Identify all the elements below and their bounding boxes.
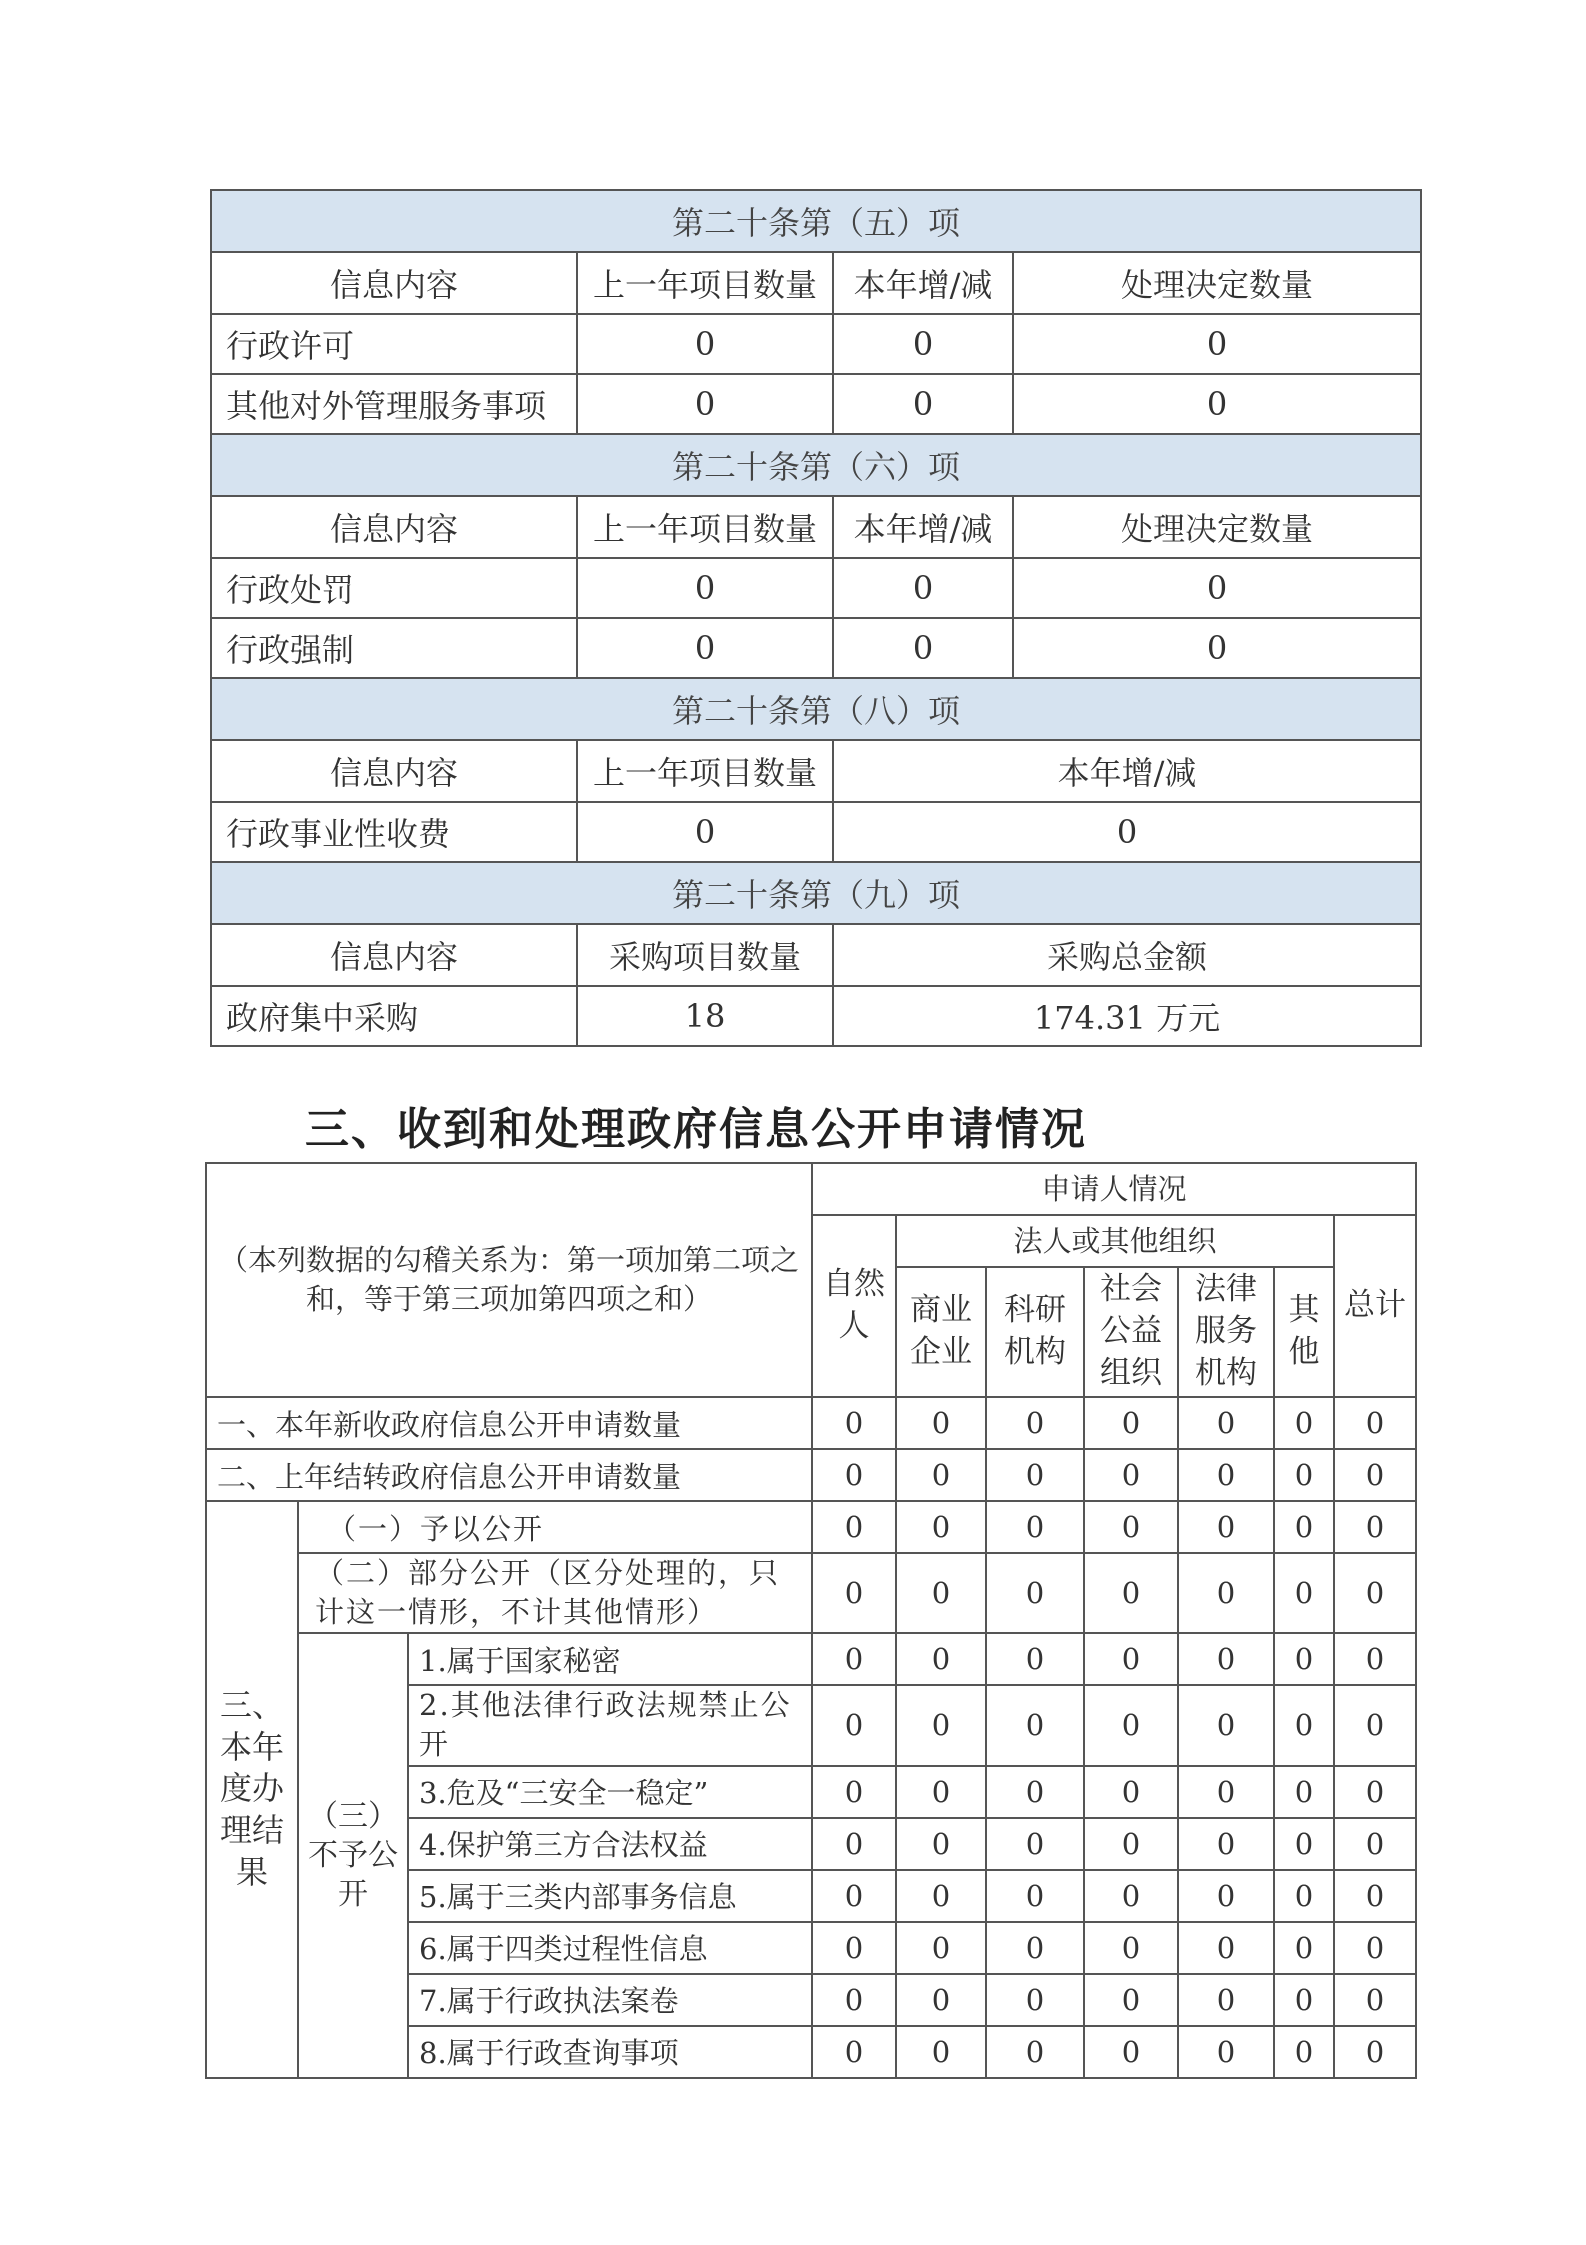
cell-value: 0 (577, 374, 833, 434)
cell-value: 0 (1084, 1553, 1178, 1633)
cell-value: 0 (986, 1501, 1084, 1553)
cell-value: 0 (1274, 1922, 1334, 1974)
cell-value: 0 (1274, 1633, 1334, 1685)
cell-value: 0 (1178, 1766, 1274, 1818)
column-header: 上一年项目数量 (577, 740, 833, 802)
item-label: 8.属于行政查询事项 (408, 2026, 812, 2078)
column-header: 信息内容 (211, 740, 577, 802)
section-title: 第二十条第（六）项 (211, 434, 1421, 496)
column-header: 采购总金额 (833, 924, 1421, 986)
cell-value: 0 (1178, 1870, 1274, 1922)
cell-value: 0 (1274, 1870, 1334, 1922)
cell-value: 0 (986, 1449, 1084, 1501)
column-header: 处理决定数量 (1013, 252, 1421, 314)
cell-value: 0 (1274, 1501, 1334, 1553)
cell-value: 0 (1334, 1501, 1416, 1553)
cell-value: 0 (1084, 1501, 1178, 1553)
item-label: 5.属于三类内部事务信息 (408, 1870, 812, 1922)
cell-value: 0 (812, 1685, 896, 1765)
cell-value: 0 (986, 1974, 1084, 2026)
cell-value: 0 (833, 802, 1421, 862)
cell-value: 0 (812, 1449, 896, 1501)
cell-value: 0 (986, 2026, 1084, 2078)
row-label: 行政处罚 (211, 558, 577, 618)
org-column-header: 社会公益组织 (1084, 1267, 1178, 1397)
cell-value: 0 (986, 1818, 1084, 1870)
cell-value: 0 (1334, 2026, 1416, 2078)
cell-value: 0 (812, 2026, 896, 2078)
cell-value: 0 (1178, 1818, 1274, 1870)
cell-value: 0 (1334, 1553, 1416, 1633)
disclosure-table (210, 189, 1422, 1047)
cell-value: 0 (812, 1818, 896, 1870)
cell-value: 0 (812, 1633, 896, 1685)
cell-value: 0 (896, 1553, 986, 1633)
cell-value: 0 (986, 1870, 1084, 1922)
cell-value: 0 (1274, 1449, 1334, 1501)
cell-value: 0 (1178, 1922, 1274, 1974)
total-header: 总计 (1334, 1215, 1416, 1397)
column-header: 信息内容 (211, 252, 577, 314)
cell-value: 0 (1084, 1818, 1178, 1870)
cell-value: 0 (986, 1685, 1084, 1765)
cell-value: 0 (986, 1633, 1084, 1685)
cell-value: 0 (896, 1818, 986, 1870)
cell-value: 0 (833, 558, 1013, 618)
cell-value: 0 (1334, 1922, 1416, 1974)
column-header: 处理决定数量 (1013, 496, 1421, 558)
cell-value: 0 (1274, 2026, 1334, 2078)
cell-value: 0 (1084, 1766, 1178, 1818)
cell-value: 0 (986, 1553, 1084, 1633)
cell-value: 0 (1178, 1501, 1274, 1553)
item-label: 6.属于四类过程性信息 (408, 1922, 812, 1974)
cell-value: 0 (812, 1922, 896, 1974)
row-label: 一、本年新收政府信息公开申请数量 (206, 1397, 812, 1449)
relation-note: （本列数据的勾稽关系为：第一项加第二项之和，等于第三项加第四项之和） (206, 1163, 812, 1397)
cell-value: 0 (896, 1685, 986, 1765)
cell-value: 0 (896, 1922, 986, 1974)
item-label: 3.危及“三安全一稳定” (408, 1766, 812, 1818)
sub-label: （三）不予公开 (298, 1633, 408, 2077)
cell-value: 0 (896, 1974, 986, 2026)
cell-value: 0 (1084, 1922, 1178, 1974)
cell-value: 0 (833, 618, 1013, 678)
cell-value: 0 (1334, 1633, 1416, 1685)
cell-value: 0 (1084, 1974, 1178, 2026)
cell-value: 0 (986, 1922, 1084, 1974)
item-label: 4.保护第三方合法权益 (408, 1818, 812, 1870)
row-label: 行政强制 (211, 618, 577, 678)
cell-value: 0 (1084, 2026, 1178, 2078)
cell-value: 18 (577, 986, 833, 1046)
column-header: 本年增/减 (833, 740, 1421, 802)
cell-value: 0 (1178, 1553, 1274, 1633)
column-header: 信息内容 (211, 496, 577, 558)
group-label: 三、本年度办理结果 (206, 1501, 298, 2078)
cell-value: 0 (833, 314, 1013, 374)
cell-value: 0 (577, 618, 833, 678)
applicant-header: 申请人情况 (812, 1163, 1416, 1215)
cell-value: 0 (833, 374, 1013, 434)
cell-value: 0 (986, 1766, 1084, 1818)
cell-value: 0 (1013, 314, 1421, 374)
cell-value: 0 (1334, 1974, 1416, 2026)
cell-value: 0 (896, 1870, 986, 1922)
cell-value: 0 (1334, 1397, 1416, 1449)
cell-value: 0 (1334, 1449, 1416, 1501)
cell-value: 0 (812, 1870, 896, 1922)
cell-value: 0 (1334, 1766, 1416, 1818)
column-header: 本年增/减 (833, 496, 1013, 558)
sub-label: （一）予以公开 (298, 1501, 812, 1553)
cell-value: 0 (577, 558, 833, 618)
cell-value: 0 (1084, 1449, 1178, 1501)
legal-org-header: 法人或其他组织 (896, 1215, 1334, 1267)
row-label: 政府集中采购 (211, 986, 577, 1046)
cell-value: 0 (1084, 1397, 1178, 1449)
cell-value: 0 (896, 1766, 986, 1818)
application-table (205, 1162, 1417, 2079)
cell-value: 0 (1178, 1633, 1274, 1685)
cell-value: 0 (1274, 1818, 1334, 1870)
cell-value: 0 (1274, 1553, 1334, 1633)
cell-value: 0 (1178, 1974, 1274, 2026)
row-label: 其他对外管理服务事项 (211, 374, 577, 434)
section-title: 第二十条第（五）项 (211, 190, 1421, 252)
cell-value: 0 (1013, 374, 1421, 434)
column-header: 采购项目数量 (577, 924, 833, 986)
cell-value: 0 (1178, 1685, 1274, 1765)
cell-value: 0 (812, 1397, 896, 1449)
cell-value: 0 (986, 1397, 1084, 1449)
item-label: 2.其他法律行政法规禁止公开 (408, 1685, 812, 1765)
item-label: 1.属于国家秘密 (408, 1633, 812, 1685)
cell-value: 174.31 万元 (833, 986, 1421, 1046)
cell-value: 0 (1274, 1685, 1334, 1765)
column-header: 信息内容 (211, 924, 577, 986)
org-column-header: 法律服务机构 (1178, 1267, 1274, 1397)
cell-value: 0 (896, 1501, 986, 1553)
natural-person-header: 自然人 (812, 1215, 896, 1397)
cell-value: 0 (1013, 618, 1421, 678)
column-header: 上一年项目数量 (577, 496, 833, 558)
cell-value: 0 (896, 1633, 986, 1685)
section-title: 第二十条第（八）项 (211, 678, 1421, 740)
cell-value: 0 (812, 1766, 896, 1818)
cell-value: 0 (1084, 1685, 1178, 1765)
column-header: 本年增/减 (833, 252, 1013, 314)
cell-value: 0 (1334, 1870, 1416, 1922)
cell-value: 0 (896, 1397, 986, 1449)
cell-value: 0 (1274, 1766, 1334, 1818)
cell-value: 0 (1084, 1870, 1178, 1922)
cell-value: 0 (1274, 1397, 1334, 1449)
cell-value: 0 (1178, 2026, 1274, 2078)
cell-value: 0 (1274, 1974, 1334, 2026)
cell-value: 0 (1178, 1397, 1274, 1449)
column-header: 上一年项目数量 (577, 252, 833, 314)
item-label: 7.属于行政执法案卷 (408, 1974, 812, 2026)
cell-value: 0 (577, 314, 833, 374)
section-heading: 三、收到和处理政府信息公开申请情况 (305, 1104, 1087, 1155)
cell-value: 0 (1084, 1633, 1178, 1685)
sub-label: （二）部分公开（区分处理的，只计这一情形，不计其他情形） (298, 1553, 812, 1633)
section-title: 第二十条第（九）项 (211, 862, 1421, 924)
cell-value: 0 (896, 1449, 986, 1501)
row-label: 行政事业性收费 (211, 802, 577, 862)
org-column-header: 商业企业 (896, 1267, 986, 1397)
cell-value: 0 (812, 1501, 896, 1553)
cell-value: 0 (1334, 1818, 1416, 1870)
cell-value: 0 (896, 2026, 986, 2078)
cell-value: 0 (577, 802, 833, 862)
cell-value: 0 (812, 1553, 896, 1633)
row-label: 二、上年结转政府信息公开申请数量 (206, 1449, 812, 1501)
org-column-header: 科研机构 (986, 1267, 1084, 1397)
org-column-header: 其他 (1274, 1267, 1334, 1397)
cell-value: 0 (1178, 1449, 1274, 1501)
row-label: 行政许可 (211, 314, 577, 374)
cell-value: 0 (1013, 558, 1421, 618)
cell-value: 0 (1334, 1685, 1416, 1765)
cell-value: 0 (812, 1974, 896, 2026)
